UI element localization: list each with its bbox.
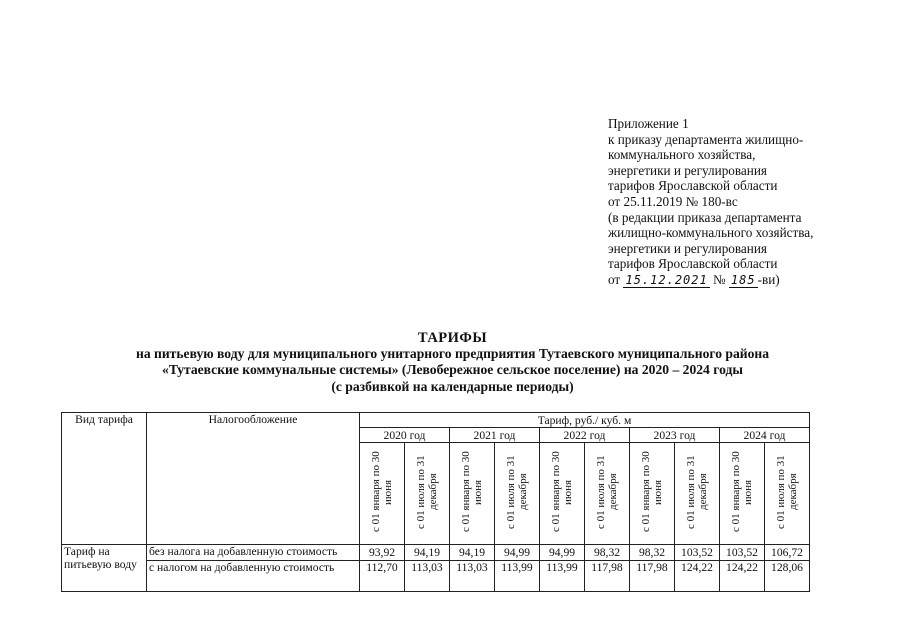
header-year: 2021 год — [450, 428, 540, 443]
header-period: с 01 июля по 31 декабря — [585, 443, 630, 545]
header-tariff-unit: Тариф, руб./ куб. м — [360, 413, 810, 428]
title-line-1: на питьевую воду для муниципального унитарного предприятия Тутаевского муниципального района — [135, 346, 770, 362]
table-cell: 113,03 — [450, 561, 495, 592]
header-year: 2022 год — [540, 428, 630, 443]
header-period: с 01 июля по 31 декабря — [405, 443, 450, 545]
table-row — [62, 561, 810, 592]
row-tariff-type: Тариф на питьевую воду — [62, 545, 147, 592]
tariff-table — [61, 412, 810, 592]
table-cell: 103,52 — [720, 545, 765, 561]
appendix-line: к приказу департамента жилищно- — [608, 131, 804, 147]
header-year: 2023 год — [630, 428, 720, 443]
number-sign: № — [713, 271, 726, 287]
table-cell: 113,03 — [405, 561, 450, 592]
table-cell: 124,22 — [675, 561, 720, 592]
header-period: с 01 января по 30 июня — [360, 443, 405, 545]
appendix-line: тарифов Ярославской области — [608, 178, 778, 194]
table-cell: 98,32 — [585, 545, 630, 561]
table-cell: 98,32 — [630, 545, 675, 561]
table-cell: 94,99 — [540, 545, 585, 561]
appendix-block — [608, 116, 898, 289]
table-cell: 124,22 — [720, 561, 765, 592]
appendix-suffix: -ви) — [757, 271, 780, 287]
table-cell: 117,98 — [630, 561, 675, 592]
handwritten-number: 185 — [730, 272, 756, 287]
table-row — [62, 545, 810, 561]
document-title — [0, 330, 905, 395]
title-line-2: «Тутаевские коммунальные системы» (Левобережное сельское поселение) на 2020 – 2024 годы — [162, 362, 743, 378]
table-cell: 93,92 — [360, 545, 405, 561]
header-period: с 01 января по 30 июня — [720, 443, 765, 545]
appendix-line: (в редакции приказа департамента — [608, 209, 802, 225]
table-cell: 117,98 — [585, 561, 630, 592]
title-heading: ТАРИФЫ — [417, 330, 488, 346]
row-tax-label: без налога на добавленную стоимость — [147, 545, 360, 561]
table-cell: 94,19 — [450, 545, 495, 561]
header-period: с 01 января по 30 июня — [450, 443, 495, 545]
appendix-line: жилищно-коммунального хозяйства, — [608, 225, 814, 241]
header-period: с 01 января по 30 июня — [540, 443, 585, 545]
appendix-line: энергетики и регулирования — [608, 240, 767, 256]
appendix-last-line — [608, 272, 898, 289]
appendix-from: от — [608, 271, 621, 287]
table-cell: 112,70 — [360, 561, 405, 592]
table-cell: 106,72 — [765, 545, 810, 561]
header-year: 2024 год — [720, 428, 810, 443]
handwritten-date: 15.12.2021 — [625, 272, 708, 287]
appendix-line: энергетики и регулирования — [608, 162, 767, 178]
table-cell: 128,06 — [765, 561, 810, 592]
table-cell: 113,99 — [540, 561, 585, 592]
row-tax-label: с налогом на добавленную стоимость — [147, 561, 360, 592]
header-period: с 01 июля по 31 декабря — [765, 443, 810, 545]
header-tariff-type: Вид тарифа — [62, 413, 147, 545]
header-taxation: Налогообложение — [147, 413, 360, 545]
table-cell: 103,52 — [675, 545, 720, 561]
table-cell: 94,99 — [495, 545, 540, 561]
header-period: с 01 июля по 31 декабря — [675, 443, 720, 545]
appendix-line: от 25.11.2019 № 180-вс — [608, 193, 738, 209]
table-cell: 113,99 — [495, 561, 540, 592]
header-year: 2020 год — [360, 428, 450, 443]
appendix-line: тарифов Ярославской области — [608, 256, 778, 272]
appendix-line: коммунального хозяйства, — [608, 147, 756, 163]
table-cell: 94,19 — [405, 545, 450, 561]
title-line-3: (с разбивкой на календарные периоды) — [331, 378, 574, 394]
appendix-line: Приложение 1 — [608, 116, 689, 131]
header-period: с 01 января по 30 июня — [630, 443, 675, 545]
header-period: с 01 июля по 31 декабря — [495, 443, 540, 545]
